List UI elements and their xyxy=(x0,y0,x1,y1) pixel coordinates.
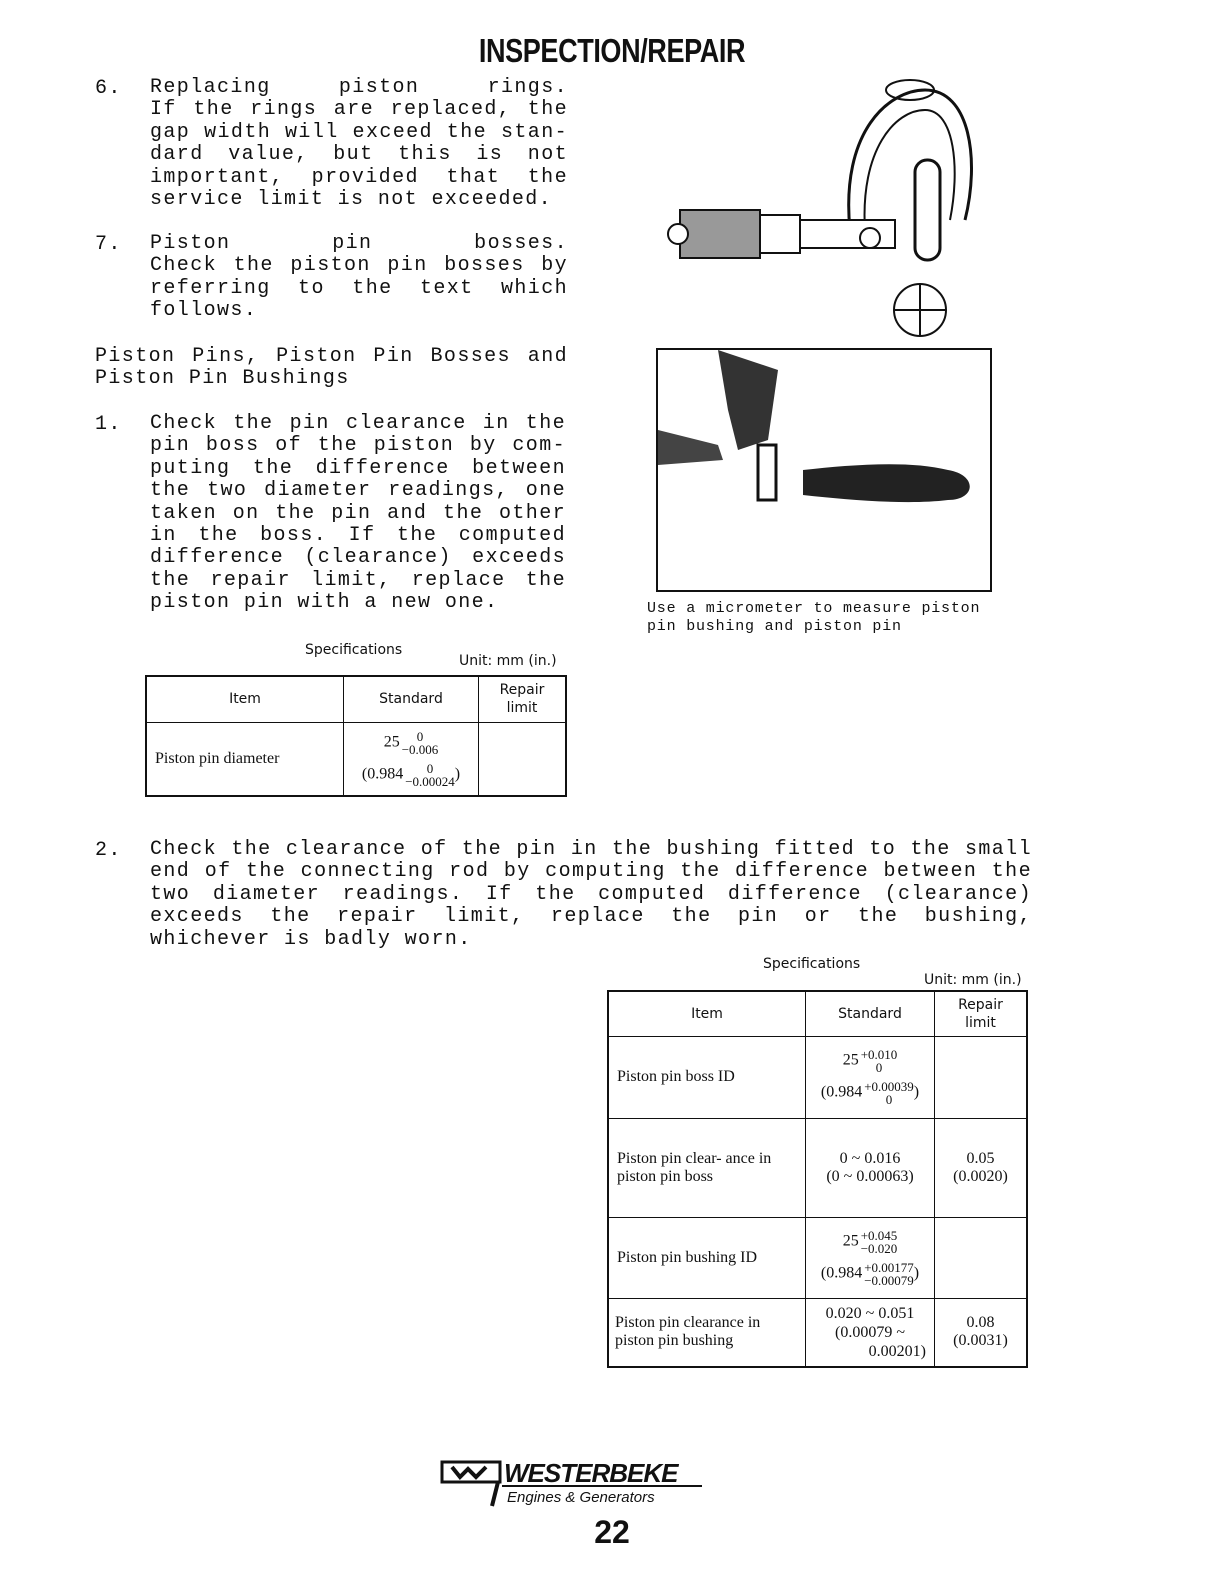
micrometer-illustration xyxy=(660,70,990,340)
text-line: follows. xyxy=(150,299,258,323)
tol-lower: 0 xyxy=(885,1092,893,1107)
in-base: (0.984 xyxy=(820,1083,863,1101)
table1-unit: Unit: mm (in.) xyxy=(459,653,557,669)
text-line: exceeds the repair limit, replace the pin or the bushing, xyxy=(150,905,1032,929)
paren: ) xyxy=(913,1083,920,1101)
tol-lower: −0.00024 xyxy=(405,773,455,789)
in-base: (0.984 xyxy=(820,1264,863,1282)
step-number: 6. xyxy=(95,77,122,100)
text-line: If the rings are replaced, the xyxy=(150,98,568,122)
text-line: Replacing piston rings. xyxy=(150,76,568,99)
header-standard: Standard xyxy=(344,676,479,722)
tol-upper: +0.00177 xyxy=(864,1259,914,1275)
table2-unit: Unit: mm (in.) xyxy=(924,972,1022,988)
text-line: service limit is not exceeded. xyxy=(150,188,553,212)
text-line: whichever is badly worn. xyxy=(150,927,472,951)
tol-lower: −0.00079 xyxy=(864,1272,914,1288)
brand-name: WESTERBEKE xyxy=(504,1458,678,1488)
repair-limit-cell xyxy=(479,722,567,796)
std-base: 25 xyxy=(383,733,400,751)
header-repair-limit: Repair limit xyxy=(935,991,1028,1036)
item-cell: Piston pin diameter xyxy=(146,722,344,796)
limit-line: (0.0031) xyxy=(953,1332,1008,1350)
std-base: 25 xyxy=(842,1051,859,1069)
text-line: end of the connecting rod by computing the difference between the xyxy=(150,860,1032,884)
repair-limit-cell xyxy=(935,1036,1028,1118)
text-line: dard value, but this is not xyxy=(150,143,568,167)
step-1-text xyxy=(150,413,566,615)
std-line: 0.020 ~ 0.051 xyxy=(825,1304,915,1322)
table-row xyxy=(608,1298,1027,1367)
tol-upper: 0 xyxy=(426,760,434,776)
text-line: puting the difference between xyxy=(150,456,566,480)
page-number: 22 xyxy=(594,1514,630,1550)
page-header-title: INSPECTION/REPAIR xyxy=(478,32,746,69)
tol-upper: +0.00039 xyxy=(864,1079,914,1094)
text-line: Piston pin bosses. xyxy=(150,232,568,255)
standard-cell xyxy=(806,1298,935,1367)
step-number: 2. xyxy=(95,839,122,862)
text-line: important, provided that the xyxy=(150,165,568,189)
text-line: referring to the text which xyxy=(150,276,568,300)
tol-upper: 0 xyxy=(416,728,424,744)
tol-upper: +0.045 xyxy=(860,1227,898,1243)
section-heading xyxy=(95,346,568,391)
tol-lower: −0.006 xyxy=(401,741,439,757)
table-row xyxy=(608,1217,1027,1298)
item-cell: Piston pin boss ID xyxy=(608,1036,806,1118)
item-cell: Piston pin bushing ID xyxy=(608,1217,806,1298)
tol-lower: 0 xyxy=(875,1060,883,1075)
text-line: pin boss of the piston by com- xyxy=(150,434,566,458)
text-line: difference (clearance) exceeds xyxy=(150,546,566,570)
text-line: in the boss. If the computed xyxy=(150,524,566,548)
text-line: piston pin with a new one. xyxy=(150,591,499,615)
standard-cell xyxy=(344,722,479,796)
text-line: Check the piston pin bosses by xyxy=(150,254,568,278)
repair-limit-cell xyxy=(935,1118,1028,1217)
text-line: two diameter readings. If the computed difference (clearance) xyxy=(150,882,1032,906)
std-line: 0.00201) xyxy=(868,1342,926,1360)
tol-upper: +0.010 xyxy=(860,1047,898,1062)
westerbeke-logo xyxy=(440,1458,710,1512)
std-line: (0 ~ 0.00063) xyxy=(826,1167,914,1185)
specifications-table-1 xyxy=(145,675,567,797)
standard-cell xyxy=(806,1036,935,1118)
limit-line: (0.0020) xyxy=(953,1167,1008,1185)
caption-line: pin bushing and piston pin xyxy=(647,618,902,635)
table-row xyxy=(146,722,566,796)
table-row xyxy=(608,1036,1027,1118)
text-line: the two diameter readings, one xyxy=(150,479,566,503)
step-6-text xyxy=(150,77,568,211)
header-standard: Standard xyxy=(806,991,935,1036)
std-line: (0.00079 ~ xyxy=(835,1323,905,1341)
item-cell: Piston pin clear- ance in piston pin boss xyxy=(608,1118,806,1217)
header-repair-limit: Repair limit xyxy=(479,676,567,722)
tol-lower: −0.020 xyxy=(860,1240,898,1256)
text-line: Piston Pins, Piston Pin Bosses and xyxy=(95,345,568,368)
micrometer-photo xyxy=(656,348,992,592)
item-cell: Piston pin clearance in piston pin bushing xyxy=(608,1298,806,1367)
paren: ) xyxy=(913,1264,920,1282)
standard-cell xyxy=(806,1118,935,1217)
text-line: gap width will exceed the stan- xyxy=(150,120,568,144)
text-line: Piston Pin Bushings xyxy=(95,367,350,391)
header-item: Item xyxy=(608,991,806,1036)
limit-line: 0.05 xyxy=(966,1149,995,1167)
caption-line: Use a micrometer to measure piston xyxy=(647,600,981,617)
step-7-text xyxy=(150,233,568,323)
step-number: 1. xyxy=(95,413,122,436)
limit-line: 0.08 xyxy=(966,1314,995,1332)
repair-limit-cell xyxy=(935,1217,1028,1298)
text-line: the repair limit, replace the xyxy=(150,568,566,592)
specifications-table-2 xyxy=(607,990,1028,1368)
step-number: 7. xyxy=(95,233,122,256)
table1-title: Specifications xyxy=(305,642,403,658)
std-line: 0 ~ 0.016 xyxy=(839,1149,901,1167)
header-item: Item xyxy=(146,676,344,722)
paren: ) xyxy=(454,765,461,783)
text-line: Check the clearance of the pin in the bushing fitted to the small xyxy=(150,838,1032,861)
standard-cell xyxy=(806,1217,935,1298)
repair-limit-cell xyxy=(935,1298,1028,1367)
figure-caption xyxy=(647,600,980,636)
step-2-text xyxy=(150,839,1032,951)
brand-tagline: Engines & Generators xyxy=(507,1489,655,1506)
std-base: 25 xyxy=(842,1232,859,1250)
table2-title: Specifications xyxy=(763,956,861,972)
table-row xyxy=(608,1118,1027,1217)
in-base: (0.984 xyxy=(361,765,404,783)
text-line: taken on the pin and the other xyxy=(150,501,566,525)
text-line: Check the pin clearance in the xyxy=(150,412,566,435)
